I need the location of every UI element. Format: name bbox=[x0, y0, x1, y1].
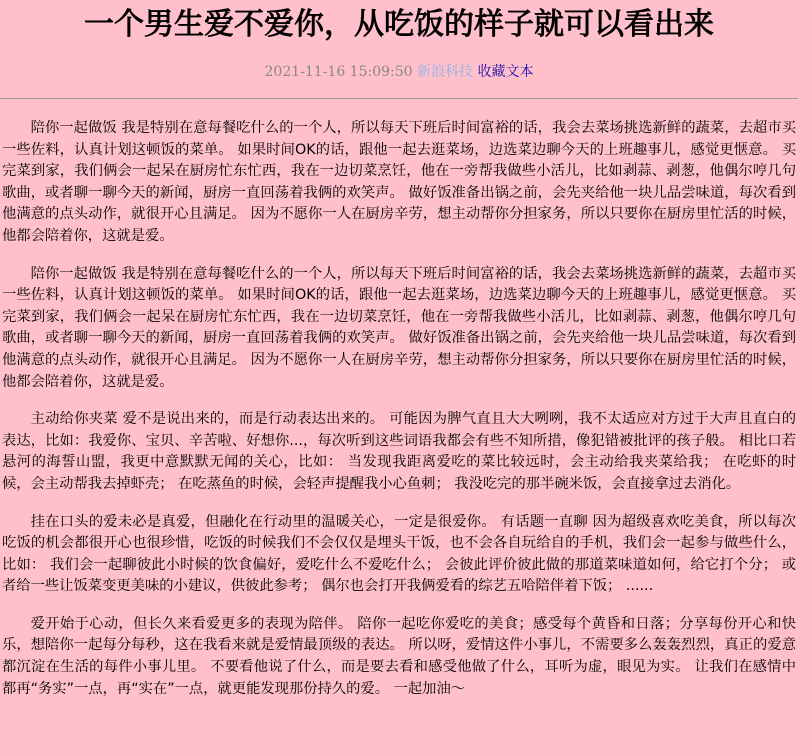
publish-date: 2021-11-16 15:09:50 bbox=[264, 64, 413, 80]
paragraph-5: 爱开始于心动，但长久来看爱更多的表现为陪伴。 陪你一起吃你爱吃的美食；感受每个黄昏和日落；分享每份开心和快乐，想陪你一起每分每秒，这在我看来就是爱情最顶级的表达。 所以呀，爱情这件小事儿，不需要多么轰轰烈烈，真正的爱意都沉淀在生活的每件小事儿里。 不要看他说了什么，而是要去看和感受他做了什么，耳听为虚，眼见为实。 让我们在感情中都再“务实”一点，再“实在”一点，就更能发现那份持久的爱。 一起加油～ bbox=[2, 615, 796, 697]
article-header bbox=[0, 0, 798, 82]
favorite-link[interactable]: 收藏文本 bbox=[477, 64, 534, 80]
header-divider bbox=[0, 98, 798, 99]
paragraph-3: 主动给你夹菜 爱不是说出来的，而是行动表达出来的。 可能因为脾气直且大大咧咧，我不太适应对方过于大声且直白的表达，比如：我爱你、宝贝、辛苦啦、好想你...，每次听到这些词语我都会有些不知所措，像犯错被批评的孩子般。 相比口若悬河的海誓山盟，我更中意默默无闻的关心，比如： 当发现我距离爱吃的菜比较远时，会主动给我夹菜给我； 在吃虾的时候，会主动帮我去掉虾壳； 在吃蒸鱼的时候，会轻声提醒我小心鱼刺； 我没吃完的那半碗米饭，会直接拿过去消化。 bbox=[2, 411, 796, 492]
article-meta bbox=[0, 62, 798, 82]
paragraph-4: 挂在口头的爱未必是真爱，但融化在行动里的温暖关心，一定是很爱你。 有话题一直聊 因为超级喜欢吃美食，所以每次吃饭的机会都很开心也很珍惜，吃饭的时候我们不会仅仅是埋头干饭，也不会各自玩给自的手机，我们会一起参与做些什么，比如： 我们会一起聊彼此小时候的饮食偏好，爱吃什么不爱吃什么； 会彼此评价彼此做的那道菜味道如何，给它打个分； 或者给一些让饭菜变更美味的小建议，供彼此参考； 偶尔也会打开我俩爱看的综艺五哈陪伴着下饭； ...... bbox=[2, 513, 796, 595]
article-title: 一个男生爱不爱你，从吃饭的样子就可以看出来 bbox=[84, 7, 714, 42]
paragraph-2: 陪你一起做饭 我是特别在意每餐吃什么的一个人，所以每天下班后时间富裕的话，我会去菜场挑选新鲜的蔬菜，去超市买一些佐料，认真计划这顿饭的菜单。 如果时间OK的话，跟他一起去逛菜场，边选菜边聊今天的上班趣事儿，感觉更惬意。 买完菜到家，我们俩会一起呆在厨房忙东忙西，我在一边切菜烹饪，他在一旁帮我做些小活儿，比如剥蒜、剥葱，他偶尔哼几句歌曲，或者聊一聊今天的新闻，厨房一直回荡着我俩的欢笑声。 做好饭准备出锅之前，会先夹给他一块儿品尝味道，每次看到他满意的点头动作，就很开心且满足。 因为不愿你一人在厨房辛劳，想主动帮你分担家务，所以只要你在厨房里忙活的时候，他都会陪着你，这就是爱。 bbox=[2, 265, 796, 390]
source-link[interactable]: 新浪科技 bbox=[417, 64, 474, 80]
article-body bbox=[0, 118, 798, 716]
paragraph-1: 陪你一起做饭 我是特别在意每餐吃什么的一个人，所以每天下班后时间富裕的话，我会去菜场挑选新鲜的蔬菜，去超市买一些佐料，认真计划这顿饭的菜单。 如果时间OK的话，跟他一起去逛菜场，边选菜边聊今天的上班趣事儿，感觉更惬意。 买完菜到家，我们俩会一起呆在厨房忙东忙西，我在一边切菜烹饪，他在一旁帮我做些小活儿，比如剥蒜、剥葱，他偶尔哼几句歌曲，或者聊一聊今天的新闻，厨房一直回荡着我俩的欢笑声。 做好饭准备出锅之前，会先夹给他一块儿品尝味道，每次看到他满意的点头动作，就很开心且满足。 因为不愿你一人在厨房辛劳，想主动帮你分担家务，所以只要你在厨房里忙活的时候，他都会陪着你，这就是爱。 bbox=[2, 120, 796, 244]
